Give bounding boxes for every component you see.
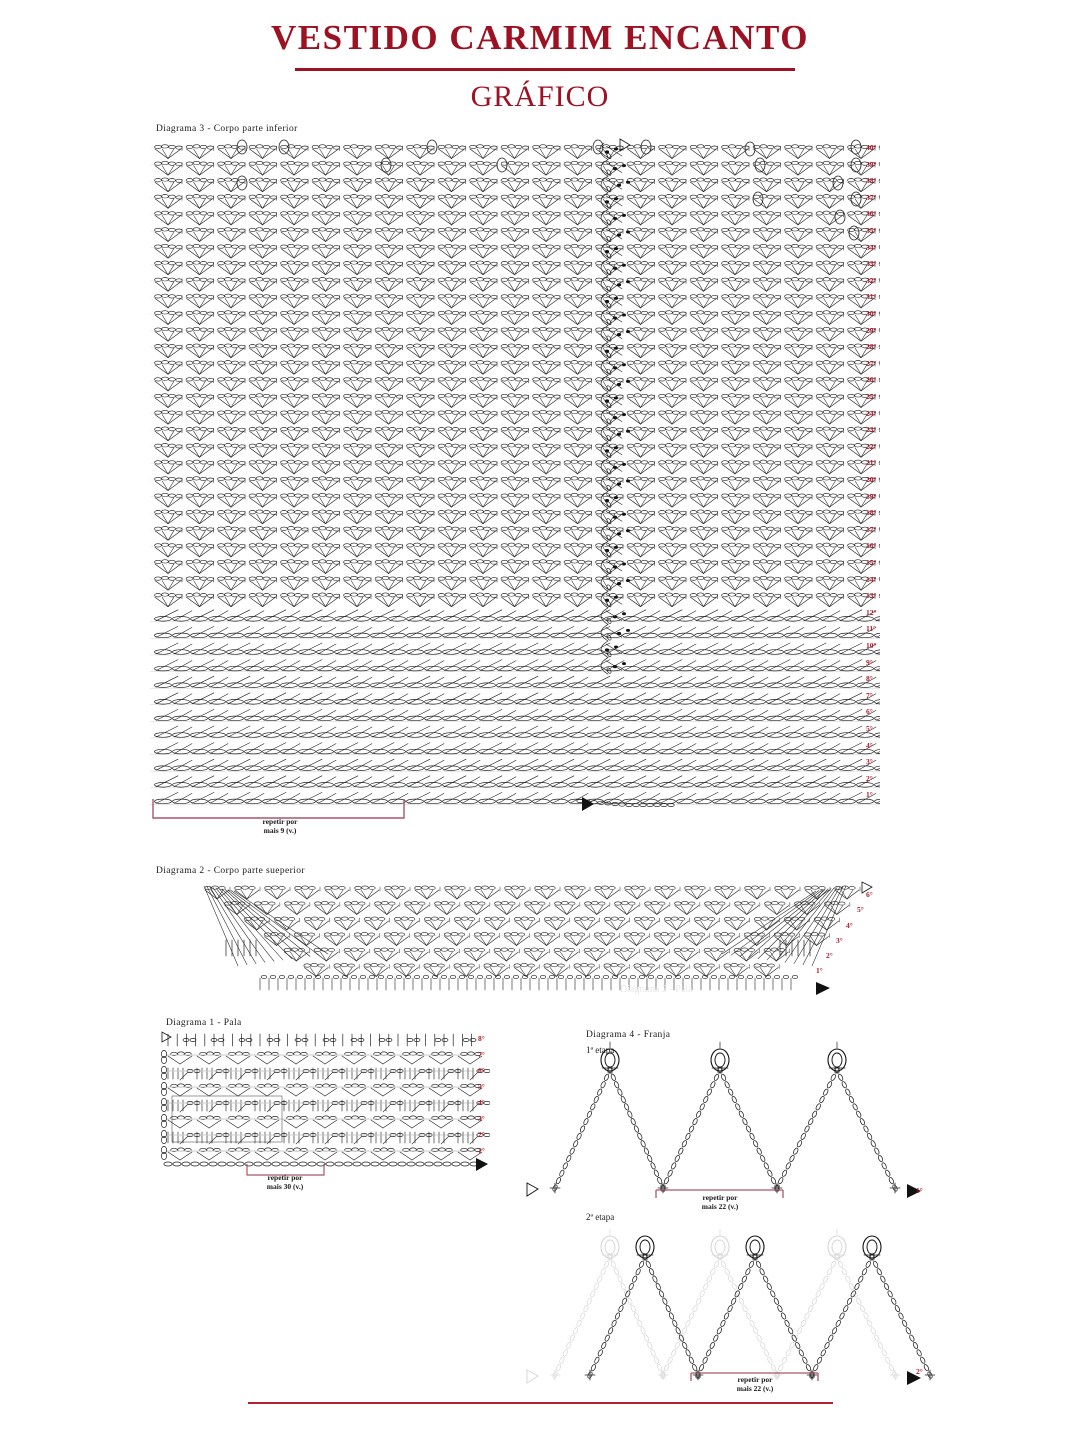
diagrama-3-row-label: 34° (866, 242, 877, 252)
diagrama-3-row-label: 22° (866, 441, 877, 451)
diagrama-3-row-label: 21° (866, 458, 877, 468)
page-title: VESTIDO CARMIM ENCANTO (271, 18, 809, 57)
diagrama-1-row-label: 4° (478, 1098, 485, 1107)
diagrama-3-row-label: 20° (866, 475, 877, 484)
diagrama-1-row-label: 2° (478, 1130, 485, 1139)
diagrama-3-row-label: 30° (866, 309, 877, 318)
diagrama-3-row-label: 36° (866, 209, 877, 219)
diagrama-3-chart (150, 137, 880, 817)
diagrama-3-row-label: 35° (866, 226, 877, 235)
diagrama-3-row-label: 12° (866, 607, 877, 617)
watermark-label: Diagrama 2 - Pala (620, 984, 693, 995)
diagrama-3-row-label: 16° (866, 541, 877, 551)
diagrama-2-row-label: 6° (866, 890, 873, 899)
diagrama-3-row-label: 8° (866, 674, 873, 684)
diagrama-3-row-label: 5° (866, 724, 873, 733)
diagrama-3-row-label: 28° (866, 342, 877, 352)
page-subtitle: GRÁFICO (470, 80, 610, 113)
diagrama-3-row-label: 14° (866, 574, 877, 584)
diagrama-3-row-label: 13° (866, 591, 877, 601)
diagrama-2-caption: Diagrama 2 - Corpo parte sueperior (156, 866, 305, 876)
diagrama-3-caption: Diagrama 3 - Corpo parte inferior (156, 124, 298, 134)
diagrama-3-row-label: 25° (866, 392, 877, 401)
diagrama-4-etapa-2-row-number: 2° (916, 1367, 923, 1376)
diagrama-3-row-label: 11° (866, 624, 877, 634)
diagrama-3-row-label: 17° (866, 524, 877, 534)
footer-divider (248, 1402, 833, 1404)
diagrama-1-row-label: 8° (478, 1034, 485, 1043)
diagrama-2-row-label: 5° (857, 905, 864, 914)
diagrama-1-row-label: 3° (478, 1114, 485, 1123)
diagrama-3-row-label: 38° (866, 176, 877, 186)
diagrama-3-row-label: 2° (866, 773, 873, 783)
diagrama-3-row-label: 24° (866, 408, 877, 418)
diagrama-2-row-label: 3° (836, 936, 843, 945)
diagrama-3-row-label: 23° (866, 425, 877, 435)
diagrama-3-row-label: 4° (866, 740, 873, 750)
diagrama-4-caption: Diagrama 4 - Franja (586, 1030, 671, 1040)
diagrama-1-repeat-note: repetir por mais 30 (v.) (266, 1173, 304, 1191)
diagrama-3-row-label: 29° (866, 325, 877, 335)
diagrama-3-row-label: 1° (866, 790, 873, 800)
diagrama-3-row-label: 15° (866, 558, 877, 567)
diagrama-3-row-label: 39° (866, 159, 877, 169)
diagrama-3-row-label: 19° (866, 491, 877, 501)
diagrama-1-row-label: 5° (478, 1082, 485, 1091)
diagrama-3-repeat-note: repetir por mais 9 (v.) (262, 817, 298, 835)
diagrama-4-etapa-1-label: 1ª etapa (586, 1045, 615, 1055)
diagrama-1-row-label: 1° (478, 1146, 485, 1155)
diagrama-2-row-label: 1° (816, 966, 823, 975)
diagrama-1-row-label: 6° (478, 1066, 485, 1075)
diagrama-3-row-label: 3° (866, 757, 873, 767)
diagrama-3-row-label: 33° (866, 259, 877, 269)
diagrama-2-row-label: 2° (826, 951, 833, 960)
diagrama-3-row-label: 26° (866, 375, 877, 385)
diagrama-1-row-label: 7° (478, 1050, 485, 1059)
diagrama-1-caption: Diagrama 1 - Pala (166, 1018, 242, 1028)
diagrama-2-chart (180, 878, 880, 998)
diagrama-3-row-label: 18° (866, 508, 877, 518)
diagrama-4-etapa-1-chart (515, 1028, 935, 1208)
diagrama-4-etapa-2-chart (515, 1215, 935, 1395)
diagrama-3-row-label: 6° (866, 707, 873, 717)
diagrama-4-etapa-1-repeat-note: repetir por mais 22 (v.) (701, 1193, 739, 1211)
diagrama-4-etapa-1-row-number: 1° (916, 1186, 923, 1195)
diagrama-2-row-label: 4° (846, 921, 853, 930)
diagrama-3-row-label: 31° (866, 292, 877, 302)
diagrama-4-etapa-2-repeat-note: repetir por mais 22 (v.) (736, 1375, 774, 1393)
diagrama-3-row-label: 10° (866, 641, 877, 650)
diagrama-4-etapa-2-label: 2ª etapa (586, 1212, 615, 1222)
diagrama-3-row-label: 40° (866, 143, 877, 152)
diagrama-3-row-label: 32° (866, 275, 877, 285)
title-divider (295, 68, 795, 71)
diagrama-3-row-label: 7° (866, 690, 873, 700)
diagrama-3-row-label: 27° (866, 358, 877, 368)
diagrama-3-row-label: 37° (866, 192, 877, 202)
diagrama-3-row-label: 9° (866, 657, 873, 667)
diagrama-1-chart (160, 1030, 490, 1175)
